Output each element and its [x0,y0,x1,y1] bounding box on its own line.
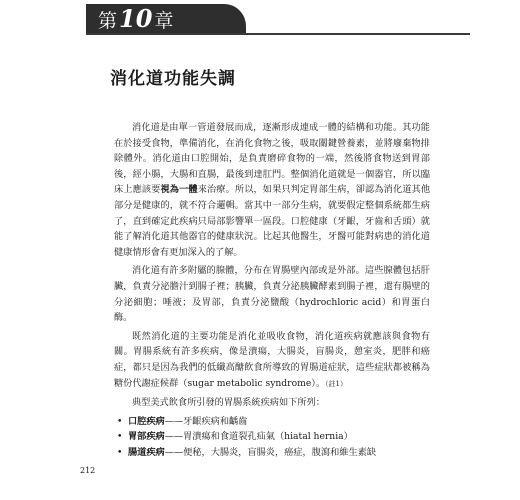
chapter-heading-tab [86,4,246,34]
disease-description: ——便秘，大腸炎，盲腸炎，癌症，腹瀉和維生素缺 [164,446,377,458]
bullet-icon: • [117,431,123,443]
disease-list [114,414,430,461]
paragraph-1-text-b: 來治療。所以，如果只判定胃部生病，卻認為消化道其他部分是健康的，就不符合邏輯。當其中一部分生病，就要假定整個系統都生病了，直到確定此疾病只局部影響單一區段。口腔健康（牙齦，牙齒和舌頭）就能了解消化道其他器官的健康狀況。比起其他醫生，牙醫可能對病患的消化道健康情形會有更加深入的了解。 [114,184,431,258]
header-rule [86,33,470,35]
paragraph-1 [114,120,430,260]
bullet-icon: • [117,446,123,458]
list-item [114,414,430,430]
body-text [114,120,430,460]
paragraph-1-emphasis: 視為一體 [160,184,198,196]
bullet-icon: • [117,415,123,427]
disease-term: 腸道疾病 [128,446,165,458]
disease-term: 口腔疾病 [128,415,165,427]
footnote-marker: （註1） [325,379,347,388]
chapter-number: 10 [119,4,153,33]
disease-term: 胃部疾病 [128,431,165,443]
list-item [114,445,430,461]
list-item [114,429,430,445]
disease-description: ——胃潰瘍和食道裂孔疝氣（hiatal hernia） [164,431,353,443]
paragraph-3 [114,329,430,392]
paragraph-1-text-a: 消化道是由單一管道發展而成，逐漸形成連成一體的結構和功能。其功能在於接受食物，準備消化，在消化食物之後，吸取關鍵營養素，並將廢棄物排除體外。消化道由口腔開始，是負責磨碎食物的一端，然後將食物送到胃部後，經小腸，大腸和直腸，最後到達肛門。整個消化道就是一個器官，所以臨床上應該要 [114,122,430,196]
disease-description: ——牙齦疾病和齲齒 [164,415,248,427]
page-title: 消化道功能失調 [110,69,236,89]
paragraph-2-text: 消化道有許多附屬的腺體，分布在胃腸壁內部或是外部。這些腺體包括肝臟，負責分泌膽汁到腸子裡；胰臟，負責分泌胰臟酵素到腸子裡，還有腸壁的分泌細胞；唾液；及胃部，負責分泌鹽酸（hydrochloric acid）和胃蛋白酶。 [114,265,430,324]
chapter-prefix: 第 [98,10,118,32]
paragraph-3-text: 既然消化道的主要功能是消化並吸收食物，消化道疾病就應該與食物有關。胃腸系統有許多疾病，像是潰瘍，大腸炎，盲腸炎，憩室炎，肥胖和癌症，都只是因為我們的低纖高醣飲食所導致的胃腸道症狀，這些症狀都被稱為糖份代謝症候群（sugar metabolic syndrome）。 [114,330,430,389]
chapter-suffix: 章 [154,10,174,32]
list-intro: 典型美式飲食所引發的胃腸系統疾病如下所列： [132,397,325,409]
page-number: 212 [80,466,96,475]
paragraph-2 [114,263,430,325]
